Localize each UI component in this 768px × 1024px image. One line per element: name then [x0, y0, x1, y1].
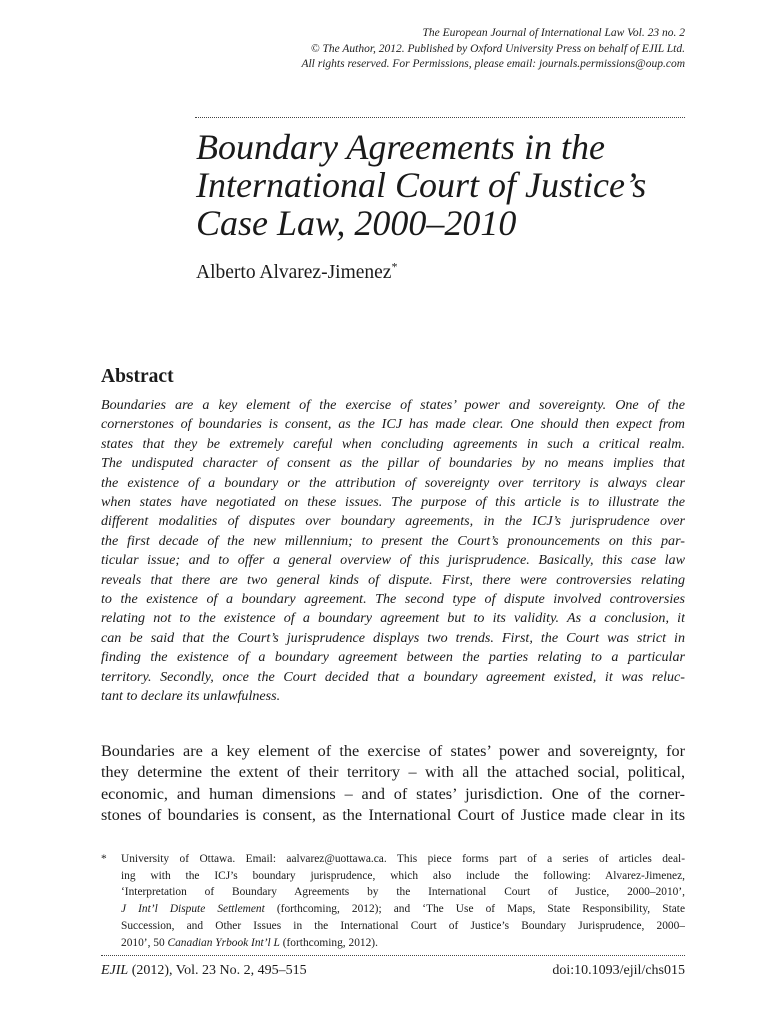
abstract-line: to the existence of a boundary agreement. The second type of dispute involved controversies: [101, 591, 685, 608]
abstract-line: cornerstones of boundaries is consent, as the ICJ has made clear. One should then expect from: [101, 416, 685, 433]
abstract-line: when states have negotiated on these issues. The purpose of this article is to illustrate the: [101, 494, 685, 511]
footnote-mark: *: [101, 853, 107, 865]
abstract-line: different modalities of disputes over boundary agreements, in the ICJ’s jurisprudence over: [101, 513, 685, 530]
author-footnote: [101, 851, 685, 951]
abstract-text: [101, 396, 685, 707]
footer-journal-abbrev: EJIL: [101, 963, 129, 978]
abstract-line: the existence of a boundary or the attribution of sovereignty over territory is always clear: [101, 474, 685, 491]
body-line: stones of boundaries is consent, as the International Court of Justice made clear in its: [101, 805, 685, 824]
abstract-line: the first decade of the new millennium; to present the Court’s pronouncements on this par-: [101, 532, 685, 549]
footer-doi[interactable]: doi:10.1093/ejil/chs015: [552, 963, 685, 978]
footnote-text-segment: (forthcoming, 2012); and ‘The Use of Maps, State Responsibility, State: [264, 903, 685, 916]
abstract-line: reveals that there are two general kinds of dispute. First, there were controversies relating: [101, 571, 685, 588]
footnote-line: Succession, and Other Issues in the International Court of Justice’s Boundary Jurisprudence, 2000–: [121, 919, 685, 932]
abstract-line: tant to declare its unlawfulness.: [101, 688, 281, 705]
body-line: economic, and human dimensions – and of states’ jurisdiction. One of the corner-: [101, 784, 685, 803]
article-title: [196, 128, 696, 242]
body-line: they determine the extent of their territory – with all the attached social, political,: [101, 763, 685, 782]
footer-citation-text: (2012), Vol. 23 No. 2, 495–515: [128, 963, 307, 978]
footnote-text-segment: (forthcoming, 2012).: [279, 936, 378, 949]
footer-citation: [101, 963, 307, 979]
abstract-line: The undisputed character of consent as the pillar of boundaries by no means implies that: [101, 455, 685, 472]
journal-header: [301, 26, 685, 73]
body-paragraph: [101, 741, 685, 826]
abstract-line: territory. Secondly, once the Court decided that a boundary agreement existed, it was reluc-: [101, 668, 685, 685]
header-copyright-line: © The Author, 2012. Published by Oxford University Press on behalf of EJIL Ltd.: [310, 42, 685, 55]
header-divider: [195, 117, 685, 118]
footnote-line: [121, 935, 685, 952]
abstract-line: can be said that the Court’s jurisprudence displays two trends. First, the Court was strict in: [101, 629, 685, 646]
footnote-journal-title: Canadian Yrbook Int’l L: [167, 936, 280, 949]
header-journal-line: The European Journal of International Law Vol. 23 no. 2: [422, 27, 685, 39]
author-footnote-mark[interactable]: *: [391, 259, 398, 274]
author-name-text: Alberto Alvarez-Jimenez: [196, 262, 392, 283]
abstract-line: finding the existence of a boundary agreement between the parties relating to a particular: [101, 649, 685, 666]
footnote-journal-title: J Int’l Dispute Settlement: [121, 903, 265, 916]
title-line: Boundary Agreements in the: [196, 127, 605, 167]
footer-divider: [101, 955, 685, 956]
footnote-line: ing with the ICJ’s boundary jurisprudence, which also include the following: Alvarez-Jimenez,: [121, 869, 685, 882]
footnote-text-segment: 2010’, 50: [121, 936, 168, 949]
abstract-line: relating not to the existence of a boundary agreement but to its validity. As a conclusion, it: [101, 610, 685, 627]
author-name: [196, 259, 398, 284]
title-line: Case Law, 2000–2010: [196, 203, 517, 243]
footnote-line: University of Ottawa. Email: aalvarez@uottawa.ca. This piece forms part of a series of articles deal-: [121, 853, 685, 865]
abstract-line: ticular issue; and to offer a general overview of this jurisprudence. Basically, this case law: [101, 552, 685, 569]
abstract-line: Boundaries are a key element of the exercise of states’ power and sovereignty. One of the: [101, 397, 685, 413]
footnote-line: ‘Interpretation of Boundary Agreements by the International Court of Justice, 2000–2010’,: [121, 886, 685, 899]
abstract-line: states that they be extremely careful when concluding agreements in such a critical realm.: [101, 435, 685, 452]
abstract-heading: Abstract: [101, 366, 174, 387]
footnote-text: [121, 851, 685, 951]
title-line: International Court of Justice’s: [196, 165, 647, 205]
footnote-line: [121, 901, 685, 918]
body-line: Boundaries are a key element of the exercise of states’ power and sovereignty, for: [101, 742, 685, 760]
header-permissions-line: All rights reserved. For Permissions, please email: journals.permissions@oup.com: [301, 58, 685, 70]
